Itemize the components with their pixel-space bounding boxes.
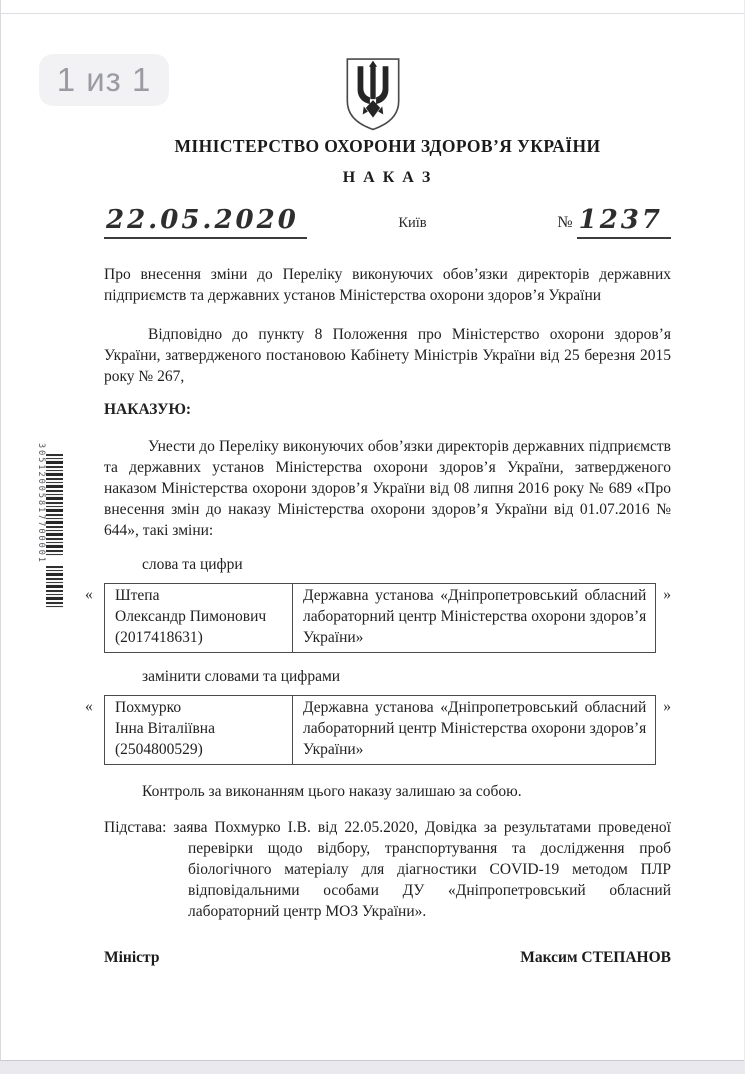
barcode-digits-top: 30 xyxy=(36,443,46,458)
barcode-digits-bottom: 00001 xyxy=(36,528,46,565)
barcode-digits xyxy=(36,443,46,611)
person-tax-id: (2017418631) xyxy=(115,629,203,646)
words-label: слова та цифри xyxy=(142,556,243,573)
handwritten-date: 22.05.2020 xyxy=(104,205,307,239)
basis-paragraph xyxy=(104,817,671,922)
barcode xyxy=(36,441,64,609)
city-label: Київ xyxy=(398,215,427,231)
signer-title: Міністр xyxy=(104,949,160,966)
basis-text: заява Похмурко І.В. від 22.05.2020, Довідка за результатами проведеної перевірки щодо відбору, транспортування та дослідження проб біологічного матеріалу для діагностики COVID-19 методом ПЛР відповідальними особами ДУ «Дніпропетровський обласний лабораторний центр МОЗ України». xyxy=(173,819,671,920)
doc-type-heading: Н А К А З xyxy=(342,169,433,186)
page-indicator-label: 1 из 1 xyxy=(56,61,152,98)
replacement-table-new-row xyxy=(85,695,671,765)
person-tax-id: (2504800529) xyxy=(115,741,203,758)
institution-cell-new: Державна установа «Дніпропетровський обласний лабораторний центр Міністерства охорони здоров’я України» xyxy=(303,699,647,758)
number-sign: № xyxy=(557,214,573,231)
replacement-table-old-row xyxy=(85,583,671,653)
person-name-line: Інна Віталіївна xyxy=(115,720,215,737)
preamble-paragraph: Відповідно до пункту 8 Положення про Міністерство охорони здоров’я України, затвердженого постановою Кабінету Міністрів України від 25 березня 2015 року № 267, xyxy=(104,326,671,385)
signer-name: Максим СТЕПАНОВ xyxy=(520,949,671,966)
ukraine-trident-emblem-icon xyxy=(341,56,405,137)
open-quote: « xyxy=(85,586,93,603)
replacement-table-old xyxy=(104,583,656,653)
close-quote: » xyxy=(663,698,671,715)
person-name-line: Похмурко xyxy=(115,699,182,716)
document-content xyxy=(85,136,671,967)
page-top-divider xyxy=(1,13,744,14)
ministry-title: МІНІСТЕРСТВО ОХОРОНИ ЗДОРОВ’Я УКРАЇНИ xyxy=(174,136,601,156)
number-field xyxy=(506,205,671,239)
barcode-bars-lower xyxy=(46,566,63,608)
person-name-line: Штепа xyxy=(115,587,160,604)
date-field xyxy=(104,205,319,239)
order-word: НАКАЗУЮ: xyxy=(104,401,192,418)
barcode-digits-main: 5120058177 xyxy=(36,457,46,529)
open-quote: « xyxy=(85,698,93,715)
basis-label: Підстава: xyxy=(104,819,167,836)
signature-row xyxy=(104,949,671,967)
subject-paragraph: Про внесення зміни до Переліку виконуючих обов’язки директорів державних підприємств та державних установ Міністерства охорони здоров’я України xyxy=(104,266,671,304)
replace-label: замінити словами та цифрами xyxy=(142,668,341,685)
clause-paragraph: Унести до Переліку виконуючих обов’язки директорів державних підприємств та державних установ Міністерства охорони здоров’я України, затвердженого наказом Міністерства охорони здоров’я України від 08 липня 2016 року № 689 «Про внесення змін до наказу Міністерства охорони здоров’я України від 01.07.2016 № 644», такі зміни: xyxy=(104,438,671,539)
barcode-bars-upper xyxy=(46,454,63,556)
page-indicator-badge xyxy=(39,54,169,106)
handwritten-number: 1237 xyxy=(577,205,671,239)
institution-cell-old: Державна установа «Дніпропетровський обласний лабораторний центр Міністерства охорони здоров’я України» xyxy=(303,587,647,646)
control-clause: Контроль за виконанням цього наказу залишаю за собою. xyxy=(142,783,522,800)
person-cell-new xyxy=(105,696,293,764)
person-name-line: Олександр Пимонович xyxy=(115,608,267,625)
requisites-row xyxy=(104,205,671,239)
replacement-table-new xyxy=(104,695,656,765)
close-quote: » xyxy=(663,586,671,603)
person-cell-old xyxy=(105,584,293,652)
